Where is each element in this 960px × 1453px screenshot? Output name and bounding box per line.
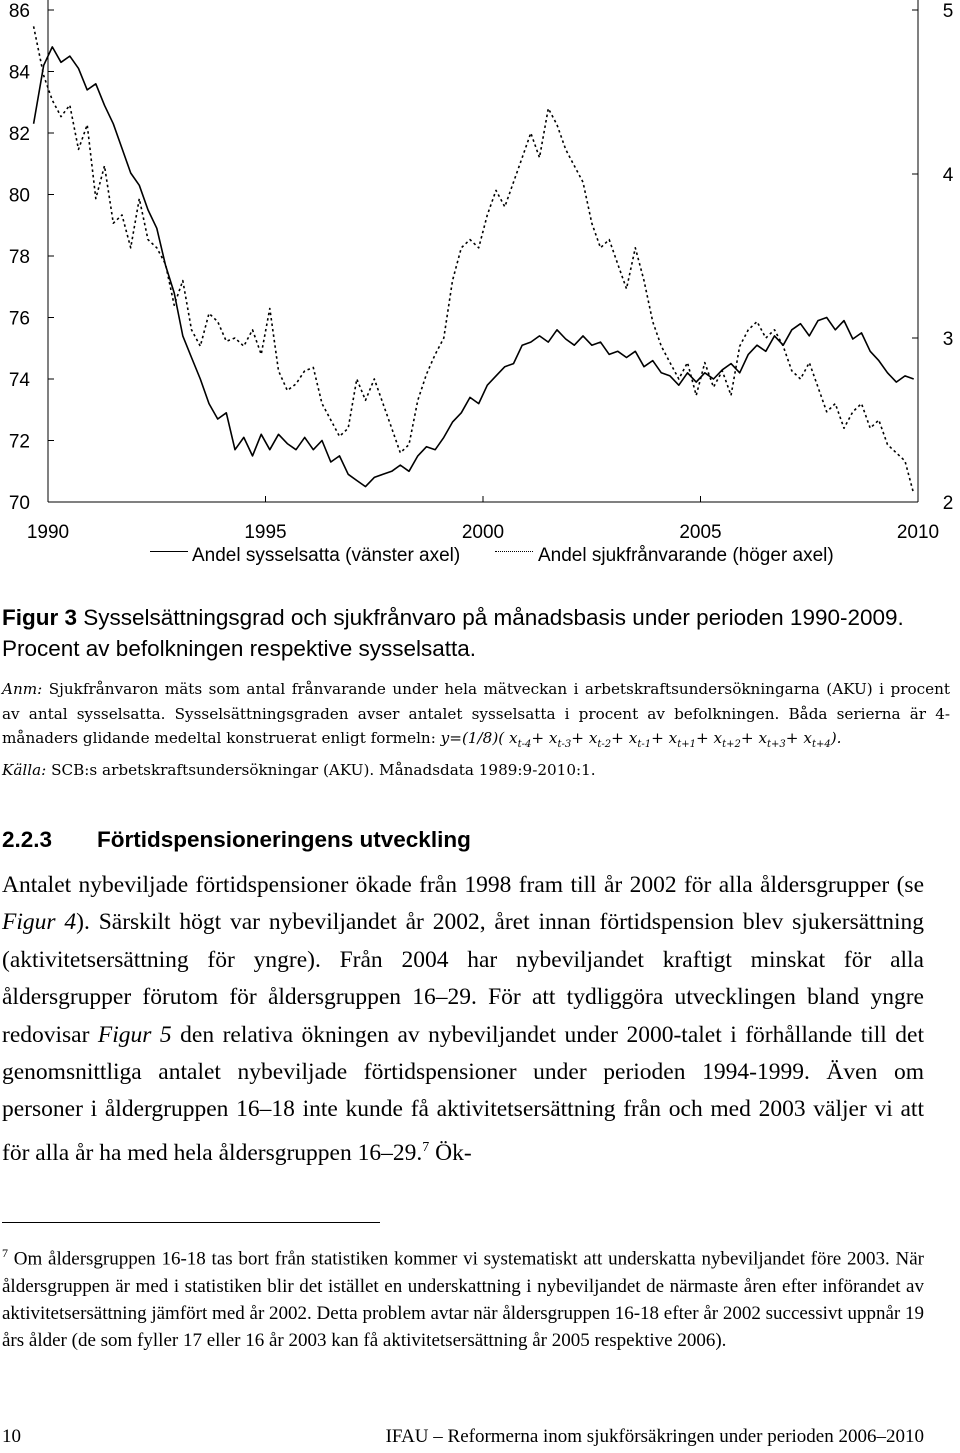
left-tick-label: 70: [8, 493, 30, 514]
right-tick-label: 4: [942, 165, 954, 186]
figure-caption: [2, 602, 952, 664]
legend-swatch-employed: [150, 551, 188, 552]
running-title: IFAU – Reformerna inom sjukförsäkringen under perioden 2006–2010: [385, 1426, 924, 1447]
formula-terms: [504, 729, 831, 751]
x-tick-label: 1995: [244, 522, 287, 543]
note-label: Anm:: [2, 680, 43, 698]
chart: [0, 0, 960, 545]
left-tick-label: 72: [8, 431, 30, 453]
footnote-reference: 7: [422, 1139, 430, 1155]
note-text: Sjukfrånvaron mäts som antal frånvarande under hela mätveckan i arbetskraftsundersökningarna (AKU) i procent av antal sysselsatta. Sysselsättningsgraden avser antalet sysselsatta i procent av befolkningen. Båda serierna är 4-månaders glidande medeltal konstruerat enligt formeln:: [2, 680, 950, 748]
right-tick-label: 5: [942, 1, 954, 22]
left-tick-label: 80: [8, 185, 30, 207]
footnote-text: Om åldersgruppen 16-18 tas bort från statistiken kommer vi systematiskt att underskatta nybeviljandet före 2003. När åldersgruppen är med i statistiken blir det istället en underskattning i nybeviljandet de närmaste åren efter införandet av aktivitetsersättning jämfört med år 2002. Detta problem avtar när åldersgruppen 16-18 efter år 2002 successivt uppnår 19 års ålder (de som fyller 17 eller 16 år 2003 kan få aktivitetsersättning år 2005 respektive 2006).: [2, 1248, 924, 1352]
left-axis: [9, 1, 54, 514]
caption-text: Sysselsättningsgrad och sjukfrånvaro på månadsbasis under perioden 1990-2009. Procent av befolkningen respektive sysselsatta.: [2, 605, 904, 661]
formula: [440, 729, 842, 751]
body-text-1: Antalet nybeviljade förtidspensioner ökade från 1998 fram till år 2002 för alla åldersgrupper (se: [2, 872, 924, 898]
footnote-rule: [2, 1222, 380, 1223]
chart-legend: [150, 545, 890, 569]
right-tick-label: 2: [942, 493, 954, 514]
right-tick-label: 3: [942, 329, 954, 350]
x-tick-label: 2010: [896, 522, 940, 543]
formula-term: $x_{t+3}+$: [758, 729, 804, 751]
legend-swatch-sick: [495, 551, 533, 552]
body-text-4: Ök-: [429, 1139, 472, 1166]
formula-term: $x_{t+1}+$: [668, 729, 714, 751]
x-axis: [27, 496, 939, 543]
body-text-2: ). Särskilt högt var nybeviljandet år 2002, året innan förtidspension blev sjukersättning (aktivitetsersättning för yngre). Från 2004 har nybeviljandet kraftigt minskat för alla åldersgrupper förutom för åldersgruppen 16–29. För att tydliggöra utvecklingen bland yngre redovisar: [2, 909, 924, 1048]
caption-label: Figur 3: [2, 605, 78, 630]
page-footer: [2, 1426, 924, 1452]
formula-term: $x_{t-1}+$: [628, 729, 669, 751]
x-tick-label: 2000: [461, 522, 505, 543]
figure-5-reference: Figur 5: [97, 1021, 172, 1048]
formula-suffix: ).: [830, 729, 842, 748]
source-label: Källa:: [2, 760, 47, 779]
formula-term: $x_{t+4}$: [803, 729, 831, 751]
section-heading: [2, 827, 952, 853]
page-number: 10: [2, 1426, 21, 1447]
formula-term: $x_{t-3}+$: [548, 729, 589, 751]
x-tick-label: 2005: [679, 522, 722, 543]
footnote-number: 7: [2, 1246, 8, 1260]
left-tick-label: 74: [8, 370, 30, 391]
chart-frame: [48, 0, 918, 502]
formula-term: $x_{t+2}+$: [713, 729, 759, 751]
legend-label-sick: Andel sjukfrånvarande (höger axel): [538, 545, 834, 566]
series-layer: [34, 26, 914, 493]
formula-prefix: y=(1/8)(: [440, 729, 505, 748]
section-number: 2.2.3: [2, 827, 53, 852]
left-tick-label: 86: [8, 1, 30, 22]
figure-4-reference: Figur 4: [2, 909, 77, 936]
x-tick-label: 1990: [26, 522, 70, 543]
left-tick-label: 84: [8, 62, 30, 84]
source-text: SCB:s arbetskraftsundersökningar (AKU). Månadsdata 1989:9-2010:1.: [46, 760, 596, 779]
footnote: [2, 1240, 924, 1355]
figure-note: [2, 677, 950, 782]
section-title: Förtidspensioneringens utveckling: [97, 827, 471, 852]
formula-term: $x_{t-2}+$: [588, 729, 629, 751]
left-tick-label: 78: [8, 247, 30, 268]
left-tick-label: 82: [8, 124, 30, 145]
formula-term: $x_{t-4}+$: [504, 729, 549, 751]
series-line-sick: [34, 26, 914, 493]
body-text-3: den relativa ökningen av nybeviljandet under 2000-talet i förhållande till det genomsnittliga antalet nybeviljade förtidspensioner under perioden 1994-1999. Även om personer i åldergruppen 16–18 inte kunde få aktivitetsersättning från och med 2003 väljer vi att för alla år ha med hela åldersgruppen 16–29.: [2, 1021, 925, 1166]
left-tick-label: 76: [8, 308, 30, 330]
body-paragraph: [2, 867, 924, 1172]
legend-label-employed: Andel sysselsatta (vänster axel): [192, 545, 461, 566]
